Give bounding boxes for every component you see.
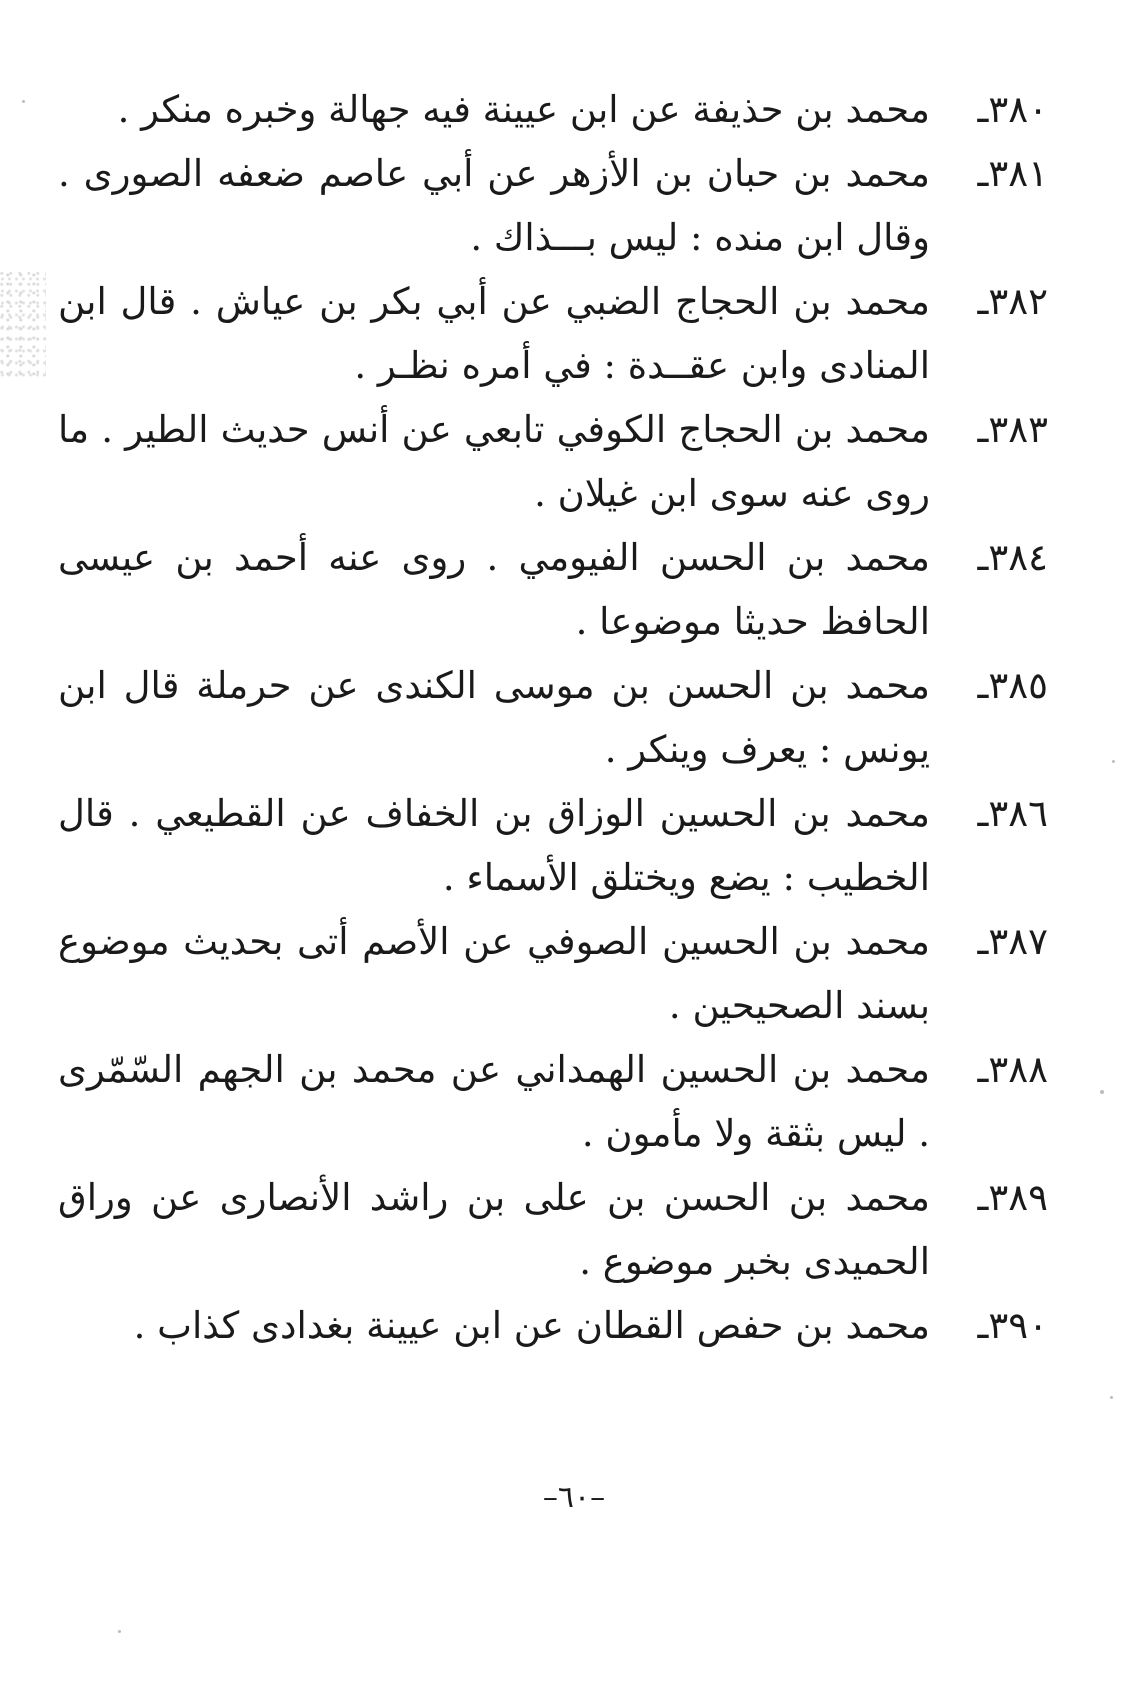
entry [58, 654, 1048, 782]
entry [58, 78, 1048, 142]
entry [58, 1038, 1048, 1166]
entry-text: محمد بن الحسن بن موسى الكندى عن حرملة قال ابن يونس : يعرف وينكر . [58, 664, 930, 771]
entry-number: ٣٨٣ـ [977, 408, 1048, 451]
entry [58, 1166, 1048, 1294]
scan-speck [118, 1630, 121, 1633]
entry-text: محمد بن الحسين الوزاق بن الخفاف عن القطيعي . قال الخطيب : يضع ويختلق الأسماء . [58, 792, 930, 899]
page-number: –٦٠– [542, 1480, 606, 1515]
entry [58, 398, 1048, 526]
scan-speck [1110, 1396, 1113, 1399]
entry-text: محمد بن الحسين الهمداني عن محمد بن الجهم السّمّرى . ليس بثقة ولا مأمون . [58, 1048, 930, 1155]
entry-number: ٣٩٠ـ [977, 1304, 1048, 1347]
entry-text: محمد بن الحجاج الكوفي تابعي عن أنس حديث الطير . ما روى عنه سوى ابن غيلان . [58, 408, 930, 515]
entry-number: ٣٨٢ـ [977, 280, 1048, 323]
entry-number: ٣٨٨ـ [977, 1048, 1048, 1091]
entry-number: ٣٨٦ـ [977, 792, 1048, 835]
scan-edge-noise [0, 270, 46, 380]
entry-text: محمد بن حبان بن الأزهر عن أبي عاصم ضعفه الصورى . وقال ابن منده : ليس بـــذاك . [58, 152, 930, 259]
entry-text: محمد بن حذيفة عن ابن عيينة فيه جهالة وخبره منكر . [117, 88, 930, 131]
scan-speck [1112, 760, 1115, 763]
scan-speck [22, 100, 25, 103]
scan-speck [1100, 1090, 1104, 1094]
entry [58, 142, 1048, 270]
entry-text: محمد بن حفص القطان عن ابن عيينة بغدادى كذاب . [133, 1304, 930, 1347]
entry-text: محمد بن الحسن الفيومي . روى عنه أحمد بن عيسى الحافظ حديثا موضوعا . [58, 536, 930, 643]
entry-list [58, 78, 1048, 1358]
entry-number: ٣٨٤ـ [977, 536, 1048, 579]
entry [58, 782, 1048, 910]
entry [58, 1294, 1048, 1358]
entry-number: ٣٨٠ـ [977, 88, 1048, 131]
entry-text: محمد بن الحسن بن على بن راشد الأنصارى عن وراق الحميدى بخبر موضوع . [58, 1176, 930, 1283]
entry [58, 910, 1048, 1038]
entry-number: ٣٨٩ـ [977, 1176, 1048, 1219]
entry-number: ٣٨٧ـ [977, 920, 1048, 963]
entry-text: محمد بن الحجاج الضبي عن أبي بكر بن عياش . قال ابن المنادى وابن عقــدة : في أمره نظـر . [58, 280, 930, 387]
entry-number: ٣٨٥ـ [977, 664, 1048, 707]
entry [58, 270, 1048, 398]
entry [58, 526, 1048, 654]
entry-text: محمد بن الحسين الصوفي عن الأصم أتى بحديث موضوع بسند الصحيحين . [58, 920, 930, 1027]
entry-number: ٣٨١ـ [977, 152, 1048, 195]
